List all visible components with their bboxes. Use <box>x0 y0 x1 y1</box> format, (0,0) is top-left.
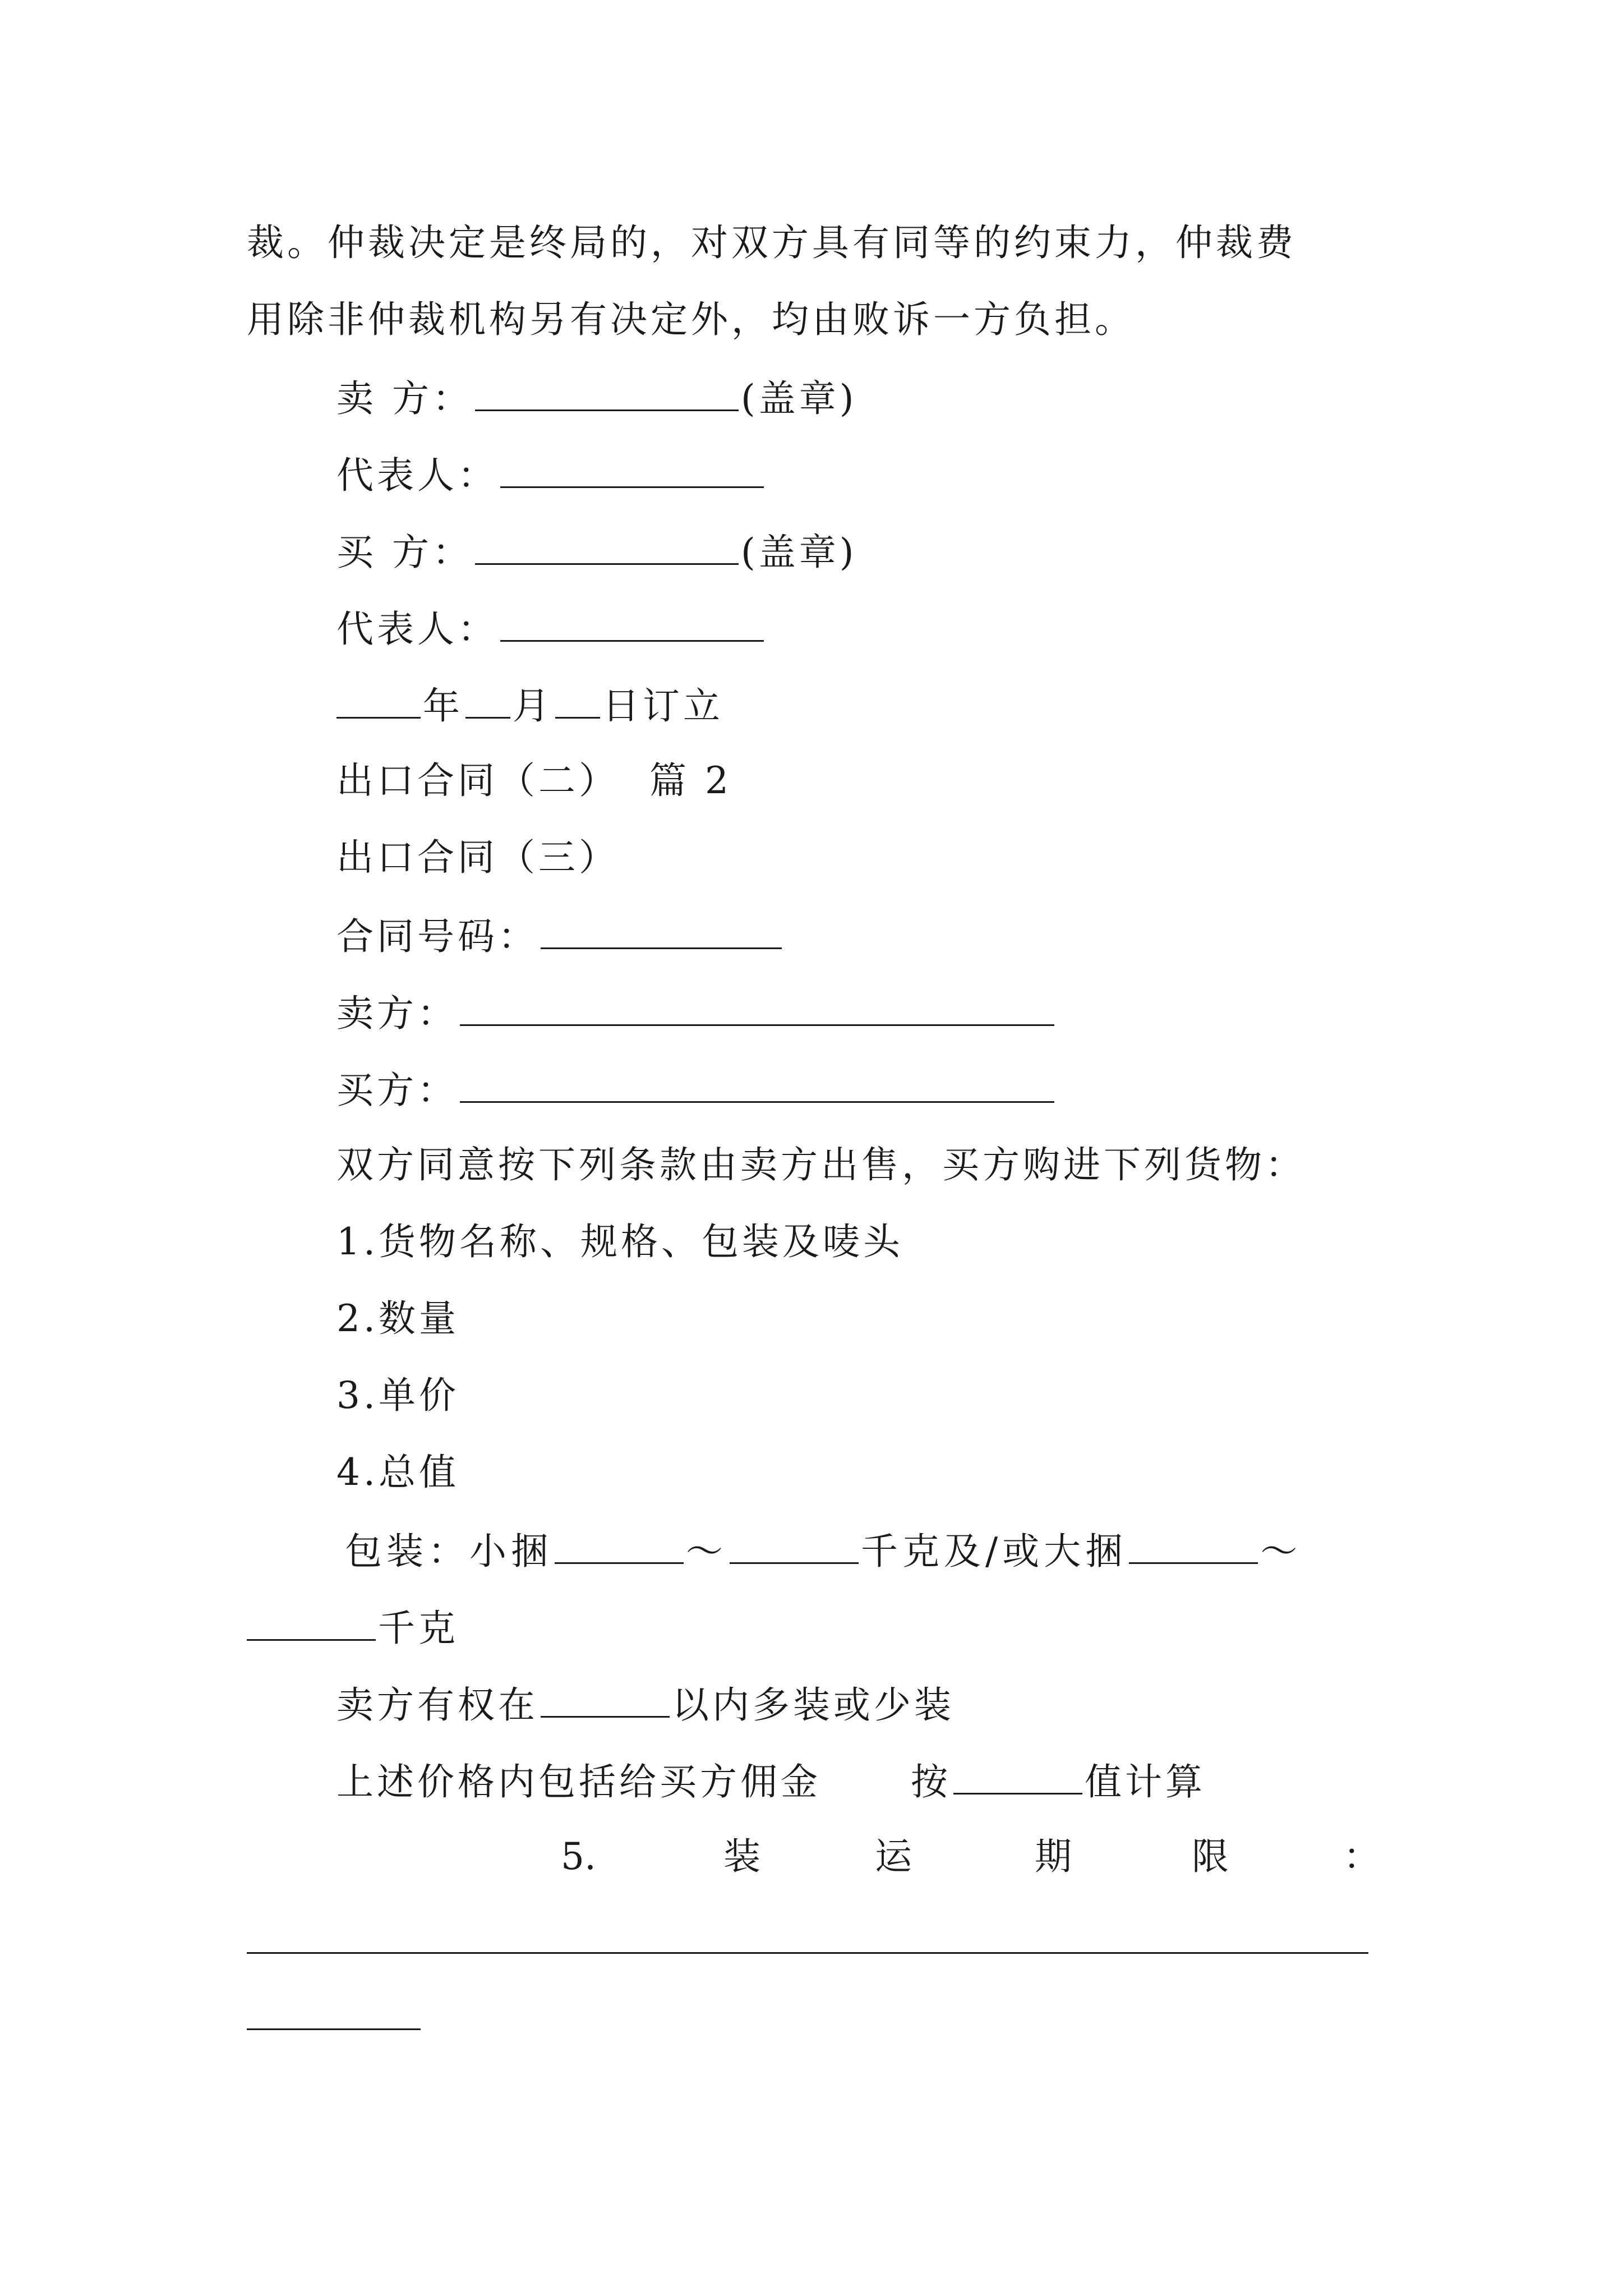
tolerance-blank[interactable] <box>541 1685 670 1718</box>
seller-tolerance-row: 卖方有权在 以内多装或少装 <box>336 1683 955 1727</box>
clause-item-1: 1.货物名称、规格、包装及唛头 <box>336 1220 903 1263</box>
month-blank[interactable] <box>465 685 510 719</box>
large-bundle-min-blank[interactable] <box>1129 1531 1258 1564</box>
shipment-period-blank-line-1[interactable] <box>247 1952 1368 1954</box>
arbitration-paragraph-line-1: 裁。仲裁决定是终局的，对双方具有同等的约束力，仲裁费 <box>247 221 1297 264</box>
contract-number-blank[interactable] <box>541 916 782 949</box>
commission-basis-blank[interactable] <box>953 1761 1082 1795</box>
seller-signature-row: 卖 方： (盖章) <box>336 377 857 420</box>
clause-item-3: 3.单价 <box>336 1374 459 1417</box>
clause-item-2: 2.数量 <box>336 1297 459 1340</box>
shipment-char-2: 运 <box>875 1835 912 1878</box>
shipment-period-blank-line-2[interactable] <box>247 2028 421 2030</box>
packing-row-continued: 千克 <box>247 1608 459 1647</box>
shipment-item-number: 5. <box>561 1835 596 1878</box>
shipment-char-4: 限 <box>1192 1835 1229 1878</box>
arbitration-paragraph-line-2: 用除非仲裁机构另有决定外，均由败诉一方负担。 <box>247 298 1135 341</box>
commission-row: 上述价格内包括给买方佣金 按 值计算 <box>336 1760 1206 1803</box>
contract-number-row: 合同号码： <box>336 916 784 955</box>
buyer-full-name-blank[interactable] <box>460 1070 1054 1103</box>
small-bundle-min-blank[interactable] <box>555 1531 684 1564</box>
day-blank[interactable] <box>555 685 600 719</box>
agreement-paragraph: 双方同意按下列条款由卖方出售，买方购进下列货物： <box>336 1143 1306 1186</box>
heading-contract-2: 出口合同（二） 篇 2 <box>336 759 732 802</box>
small-bundle-max-blank[interactable] <box>730 1531 859 1564</box>
buyer-name-blank[interactable] <box>475 532 739 565</box>
seller-representative-row: 代表人： <box>336 455 766 494</box>
buyer-representative-blank[interactable] <box>500 609 764 642</box>
signing-date-row: 年 月 日订立 <box>336 685 723 725</box>
clause-item-4: 4.总值 <box>336 1451 459 1494</box>
shipment-char-3: 期 <box>1035 1835 1072 1878</box>
buyer-representative-row: 代表人： <box>336 609 766 648</box>
buyer-signature-row: 买 方： (盖章) <box>336 531 857 574</box>
shipment-colon: ： <box>1343 1835 1380 1878</box>
packing-row: 包装：小捆 ～ 千克及/或大捆 ～ <box>345 1530 1302 1573</box>
heading-contract-3: 出口合同（三） <box>336 836 619 879</box>
large-bundle-max-blank[interactable] <box>247 1608 376 1641</box>
year-blank[interactable] <box>336 685 421 719</box>
buyer-name-row: 买方： <box>336 1070 1057 1109</box>
seller-representative-blank[interactable] <box>500 455 764 488</box>
seller-full-name-blank[interactable] <box>460 993 1054 1026</box>
shipment-char-1: 装 <box>723 1835 760 1878</box>
seller-name-row: 卖方： <box>336 993 1057 1032</box>
seller-name-blank[interactable] <box>475 378 739 411</box>
